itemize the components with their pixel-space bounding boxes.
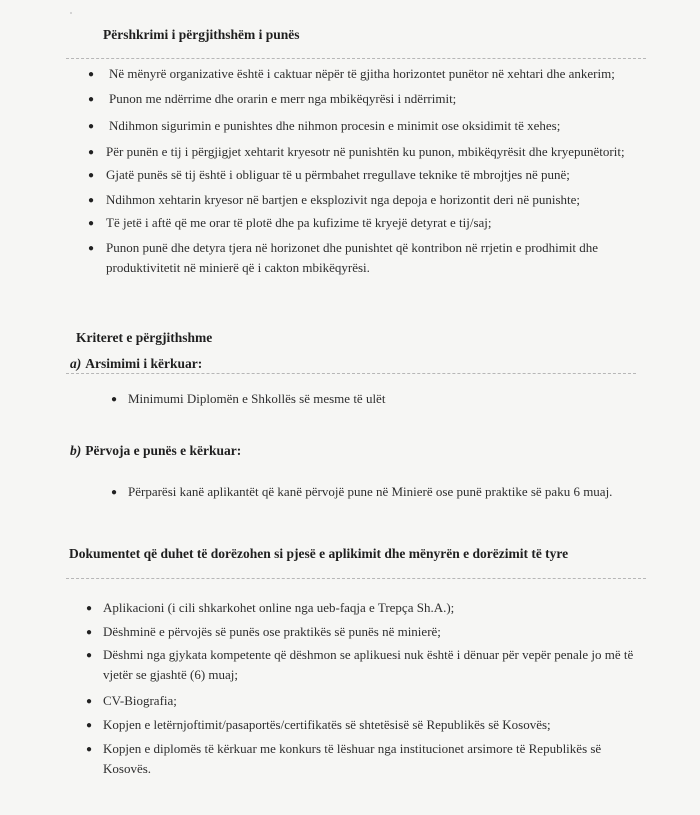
bullet-icon: ● — [86, 720, 93, 731]
bullet-icon: ● — [86, 650, 93, 661]
education-item: Minimumi Diplomën e Shkollës së mesme të ulët — [128, 391, 386, 406]
subsection-letter: a) — [70, 356, 82, 371]
scan-speck — [70, 12, 72, 14]
bullet-icon: ● — [88, 218, 95, 229]
bullet-icon: ● — [88, 94, 95, 105]
section-heading-job-description: Përshkrimi i përgjithshëm i punës — [103, 27, 300, 42]
document-item: Aplikacioni (i cili shkarkohet online nga ueb-faqja e Trepça Sh.A.); — [103, 600, 455, 615]
job-duty-item: Për punën e tij i përgjigjet xehtarit kryesotr në punishtën ku punon, mbikëqyrësit dhe kryepunëtorit; — [106, 144, 625, 159]
subsection-heading-experience — [70, 443, 241, 459]
experience-item: Përparësi kanë aplikantët që kanë përvojë pune në Minierë ose punë praktike së paku 6 muaj. — [128, 484, 613, 499]
job-duty-item: Gjatë punës së tij është i obliguar të u përmbahet rregullave teknike të mbrojtjes në punë; — [106, 167, 570, 182]
bullet-icon: ● — [111, 487, 118, 498]
job-duty-item: Të jetë i aftë që me orar të plotë dhe pa kufizime të kryejë detyrat e tij/saj; — [106, 215, 492, 230]
bullet-icon: ● — [88, 170, 95, 181]
bullet-icon: ● — [88, 121, 95, 132]
bullet-icon: ● — [88, 195, 95, 206]
job-duty-item: Në mënyrë organizative është i caktuar nëpër të gjitha horizontet punëtor në xehtari dhe ankerim; — [109, 66, 615, 81]
document-item: Dëshmi nga gjykata kompetente që dëshmon se aplikuesi nuk është i dënuar për vepër penale jo më të vjetër se gjashtë (6) muaj; — [103, 647, 634, 682]
bullet-icon: ● — [88, 147, 95, 158]
section-heading-documents: Dokumentet që duhet të dorëzohen si pjesë e aplikimit dhe mënyrën e dorëzimit të tyre — [69, 546, 569, 561]
job-duty-item: Punon punë dhe detyra tjera në horizonet dhe punishtet që kontribon në rrjetin e prodhimit dhe produktivitetit në minierë që i cakton mbikëqyrësi. — [106, 240, 599, 275]
subsection-title: Arsimimi i kërkuar: — [85, 356, 203, 371]
job-duty-item: Ndihmon sigurimin e punishtes dhe nihmon procesin e minimit ose oksidimit të xehes; — [109, 118, 561, 133]
bullet-icon: ● — [111, 394, 118, 405]
bullet-icon: ● — [86, 603, 93, 614]
section-divider — [66, 373, 636, 374]
section-heading-general-criteria: Kriteret e përgjithshme — [76, 330, 213, 345]
job-duty-item: Punon me ndërrime dhe orarin e merr nga mbikëqyrësi i ndërrimit; — [109, 91, 457, 106]
document-item: Kopjen e diplomës të kërkuar me konkurs të lëshuar nga institucionet arsimore të Republikës së Kosovës. — [103, 741, 602, 776]
bullet-icon: ● — [86, 627, 93, 638]
document-item: CV-Biografia; — [103, 693, 177, 708]
document-item: Kopjen e letërnjoftimit/pasaportës/certifikatës së shtetësisë së Republikës së Kosovës; — [103, 717, 551, 732]
section-divider — [66, 578, 646, 579]
subsection-title: Përvoja e punës e kërkuar: — [85, 443, 242, 458]
section-divider — [66, 58, 646, 59]
document-item: Dëshminë e përvojës së punës ose praktikës së punës në minierë; — [103, 624, 441, 639]
subsection-heading-education — [70, 356, 202, 372]
bullet-icon: ● — [86, 744, 93, 755]
bullet-icon: ● — [86, 696, 93, 707]
bullet-icon: ● — [88, 243, 95, 254]
subsection-letter: b) — [70, 443, 82, 458]
bullet-icon: ● — [88, 69, 95, 80]
job-duty-item: Ndihmon xehtarin kryesor në bartjen e eksplozivit nga depoja e horizontit deri në punishte; — [106, 192, 581, 207]
